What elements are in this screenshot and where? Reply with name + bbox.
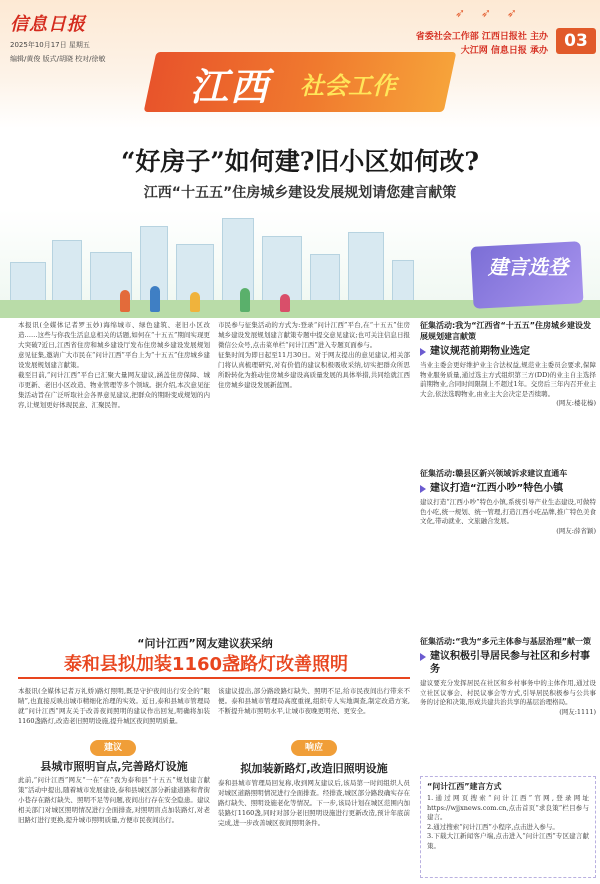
sponsor-line-2: 大江网 信息日报 承办	[460, 46, 548, 56]
sidebar-item-title: 建议规范前期物业选定	[420, 345, 596, 358]
subtitle-suggestion: 县城市照明盲点,完善路灯设施	[40, 760, 188, 773]
masthead	[0, 0, 600, 128]
sidebar-item-text: 当业主委会更好维护业主合法权益,规范业主委员会要求,保障物业服务质量,通过选主方式组织第三方(DD)的业主自主选择前期物业,合同时间限制上不超过1年。交房后三年内召开业主大会,依法选聘物业,由业主大会决定是否续聘。	[420, 361, 596, 398]
suggestion-badge: 建言选登	[488, 255, 568, 279]
sponsor-line-1: 省委社会工作部 江西日报社 主办	[415, 32, 548, 42]
tag-response: 响应	[291, 740, 337, 756]
sidebar-item-author: (网友:楼花榛)	[556, 399, 596, 407]
article2-intro-left: 本报讯(全媒体记者万礼娇)路灯照明,既是守护夜间出行安全的“眼睛”,也直接反映出城市精细化治理的实效。近日,泰和县城市管理局就“问计江西”网友关于改善夜间照明的建议作出回复,明确将加装1160盏路灯,改造老旧照明设施,提升城区夜间照明质量。	[18, 687, 210, 725]
sponsors	[398, 30, 548, 58]
guide-body: 1.通过网页搜索“问计江西”官网,登录网址 https://wjjxnews.com.cn,点击首页“求良策”栏目参与建言。 2.通过搜索“问计江西”小程序,点击进入参与。 3.下载大江新闻客户端,点击进入“问计江西”专区建言献策。	[427, 794, 589, 850]
section-place: 江西	[190, 64, 271, 109]
sidebar-item-author: (网友:1111)	[559, 707, 596, 716]
guide-box	[420, 776, 596, 878]
sidebar-item-text: 建议打造“江西小吵”特色小镇,系统引导产业生态建设,可做特色小吃,统一规划、统一管理,打造江西小吃品牌,推广特色美食文化,带动就业、文旅融合发展。	[420, 498, 596, 525]
sidebar-item-body	[420, 679, 596, 717]
sidebar-item-label: 征集活动:我为“江西省“十五五”住房城乡建设发展规划建言献策	[420, 321, 591, 341]
building-icon	[10, 262, 46, 302]
sidebar-item	[420, 636, 596, 770]
building-icon	[310, 254, 340, 302]
tag-suggestion: 建议	[90, 740, 136, 756]
newspaper-logo: 信息日报	[10, 14, 86, 35]
sidebar-item-body	[420, 498, 596, 536]
sidebar-item-text: 建议要充分发挥居民在社区和乡村事务中的主体作用,通过设立社区议事会、村民议事会等方式,引导居民积极参与公共事务的讨论和决策,形成共建共治共享的基层治理格局。	[420, 679, 596, 706]
guide-title: “问计江西”建言方式	[427, 782, 502, 791]
sidebar-item-body	[420, 361, 596, 409]
page-number: 03	[556, 28, 596, 54]
article2-response-body: 泰和县城市管理局回复称,收到网友建议后,该局第一时间组织人员对城区道路照明情况进行全面排查。经排查,城区部分路段确实存在路灯缺失、照明设施老化等情况。下一步,该局计划在城区范围内加装路灯1160盏,同时对部分老旧照明设施进行更新改造,预计年底前完成,进一步改善城区夜间照明条件。	[218, 779, 410, 827]
article-body-column: 市民参与征集活动的方式为:登录“问计江西”平台,在“十五五”住房城乡建设发展规划建言献策专题中提交意见建议;也可关注信息日报微信公众号,点击菜单栏“问计江西”进入专题页面参与。 征集时间为即日起至11月30日。对于网友提出的意见建议,相关部门将认真梳理研究,对有价值的建议积极吸收采纳,切实把群众所思所盼转化为推动住房城乡建设高质量发展的具体举措,共同绘就江西住房城乡建设发展新蓝图。	[218, 321, 410, 389]
person-icon	[120, 290, 130, 312]
birds-decoration-icon: ➶ ➶ ➶	[455, 6, 523, 20]
editor-credits: 编辑/黄俊 版式/胡晓 校对/徐敏	[10, 55, 106, 63]
building-icon	[262, 236, 302, 302]
subtitle-response: 拟加装新路灯,改造旧照明设施	[240, 762, 388, 775]
article-body-column: 本报讯(全媒体记者罗玉妙)海绵城市、绿色建筑、老旧小区改造……这些与你我生活息息相关的话题,如何在“十五五”期间实现更大突破?近日,江西省住房和城乡建设厅发布住房城乡建设发展规划意见征集,邀请广大市民在“问计江西”平台上为“十五五”住房城乡建设发展规划建言献策。 截至目前,“问计江西”平台已汇聚大量网友建议,涵盖住房保障、城市更新、老旧小区改造、物业管理等多个领域。据介绍,本次意见征集活动旨在广泛听取社会各界意见建议,把群众的期盼变成规划的内容,让规划更好体现民意、汇聚民智。	[18, 321, 210, 409]
sidebar-item	[420, 320, 596, 450]
sidebar-item-label: 征集活动:“我为“多元主体参与基层治理”献一策	[420, 637, 591, 646]
building-icon	[52, 240, 82, 302]
article2-intro-right: 该建议提出,部分路段路灯缺失、照明不足,给市民夜间出行带来不便。泰和县城市管理局高度重视,组织专人实地调查,制定改造方案,不断提升城市照明水平,让城市夜晚更明亮、更安全。	[218, 687, 410, 715]
main-subheadline: 江西“十五五”住房城乡建设发展规划请您建言献策	[143, 185, 457, 201]
article2-kicker: “问计江西”网友建议获采纳	[137, 637, 273, 650]
person-icon	[280, 294, 290, 312]
sidebar-item-title: 建议积极引导居民参与社区和乡村事务	[420, 650, 596, 676]
main-headline: “好房子”如何建?旧小区如何改?	[120, 147, 480, 176]
issue-date: 2025年10月17日 星期五	[10, 41, 90, 49]
person-icon	[150, 286, 160, 312]
building-icon	[392, 260, 414, 302]
sidebar-item	[420, 468, 596, 618]
divider	[18, 677, 410, 679]
sidebar-item-label: 征集活动:赣县区新兴领域诉求建议直通车	[420, 469, 568, 478]
section-name: 社会工作	[300, 72, 396, 100]
article2-title: 泰和县拟加装1160盏路灯改善照明	[63, 654, 349, 675]
person-icon	[190, 292, 200, 312]
building-icon	[348, 232, 384, 302]
article2-suggestion-body: 此前,“问计江西”网友“一在”在“我为泰和县“十五五”规划建言献策”活动中提出,随着城市发展建设,泰和县城区部分新建道路和背街小巷存在路灯缺失、照明不足等问题,夜间出行存在安全隐患。建议相关部门对城区照明情况进行全面排查,对照明盲点加装路灯,对老旧路灯进行更换,提升城市照明质量,方便市民夜间出行。	[18, 776, 210, 824]
person-icon	[240, 288, 250, 312]
sidebar-item-title: 建议打造“江西小吵”特色小镇	[420, 482, 596, 495]
sidebar-item-author: (网友:薛省颖)	[556, 526, 596, 535]
masthead-left	[10, 10, 150, 64]
